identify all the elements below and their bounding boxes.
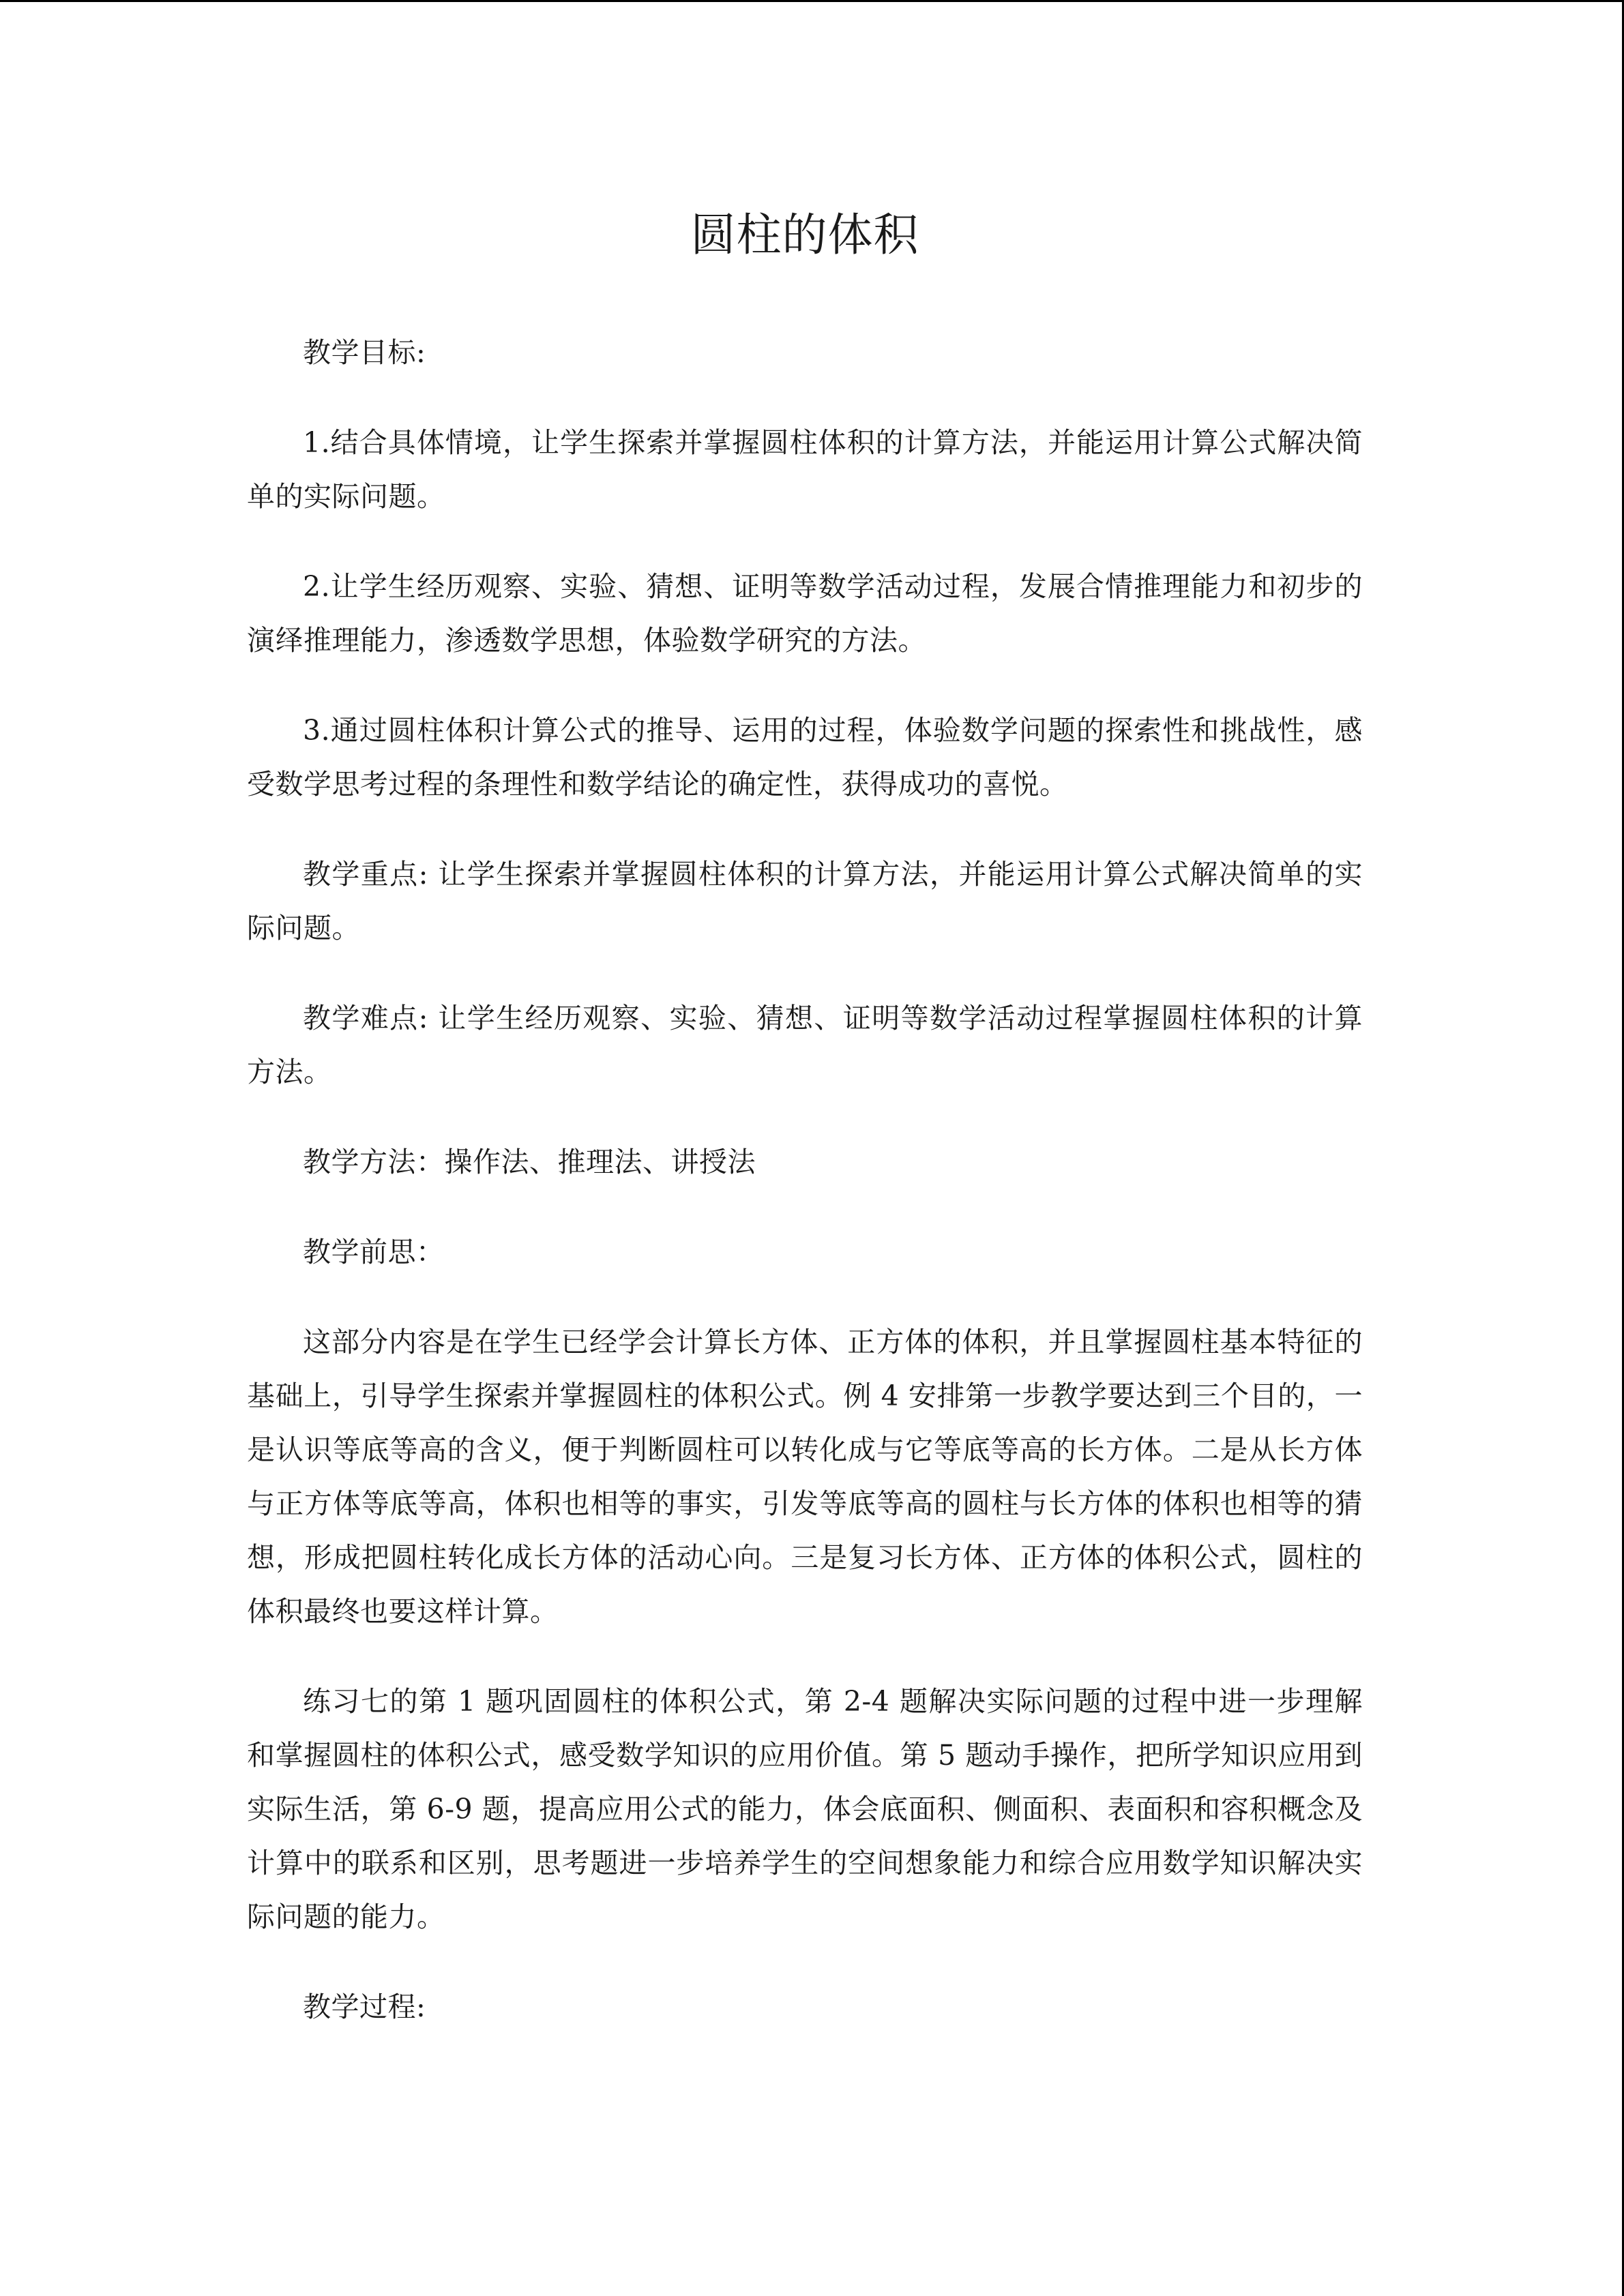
- document-page: [247, 205, 1363, 2070]
- teaching-methods: 教学方法：操作法、推理法、讲授法: [303, 1146, 756, 1178]
- goal-item-2: 2.让学生经历观察、实验、猜想、证明等数学活动过程，发展合情推理能力和初步的演绎推理能力，渗透数学思想，体验数学研究的方法。: [247, 570, 1363, 657]
- teaching-difficulty: 教学难点: 让学生经历观察、实验、猜想、证明等数学活动过程掌握圆柱体积的计算方法。: [247, 1002, 1363, 1088]
- page-top-border: [0, 0, 1624, 2]
- document-title: 圆柱的体积: [690, 209, 919, 261]
- goal-item-3: 3.通过圆柱体积计算公式的推导、运用的过程，体验数学问题的探索性和挑战性，感受数学思考过程的条理性和数学结论的确定性，获得成功的喜悦。: [247, 714, 1363, 801]
- teaching-key-point: 教学重点: 让学生探索并掌握圆柱体积的计算方法，并能运用计算公式解决简单的实际问题。: [247, 858, 1363, 944]
- pre-teaching-paragraph-1: 这部分内容是在学生已经学会计算长方体、正方体的体积，并且掌握圆柱基本特征的基础上，引导学生探索并掌握圆柱的体积公式。例 4 安排第一步教学要达到三个目的，一是认识等底等高的含义，便于判断圆柱可以转化成与它等底等高的长方体。二是从长方体与正方体等底等高，体积也相等的事实，引发等底等高的圆柱与长方体的体积也相等的猜想，形成把圆柱转化成长方体的活动心向。三是复习长方体、正方体的体积公式，圆柱的体积最终也要这样计算。: [247, 1326, 1363, 1628]
- pre-teaching-paragraph-2: 练习七的第 1 题巩固圆柱的体积公式，第 2-4 题解决实际问题的过程中进一步理解和掌握圆柱的体积公式，感受数学知识的应用价值。第 5 题动手操作，把所学知识应用到实际生活，第 6-9 题，提高应用公式的能力，体会底面积、侧面积、表面积和容积概念及计算中的联系和区别，思考题进一步培养学生的空间想象能力和综合应用数学知识解决实际问题的能力。: [247, 1685, 1363, 1933]
- heading-pre-teaching-thoughts: 教学前思：: [303, 1236, 445, 1268]
- heading-teaching-goals: 教学目标:: [303, 336, 426, 369]
- goal-item-1: 1.结合具体情境，让学生探索并掌握圆柱体积的计算方法，并能运用计算公式解决简单的实际问题。: [247, 426, 1363, 513]
- heading-teaching-process: 教学过程:: [303, 1991, 426, 2023]
